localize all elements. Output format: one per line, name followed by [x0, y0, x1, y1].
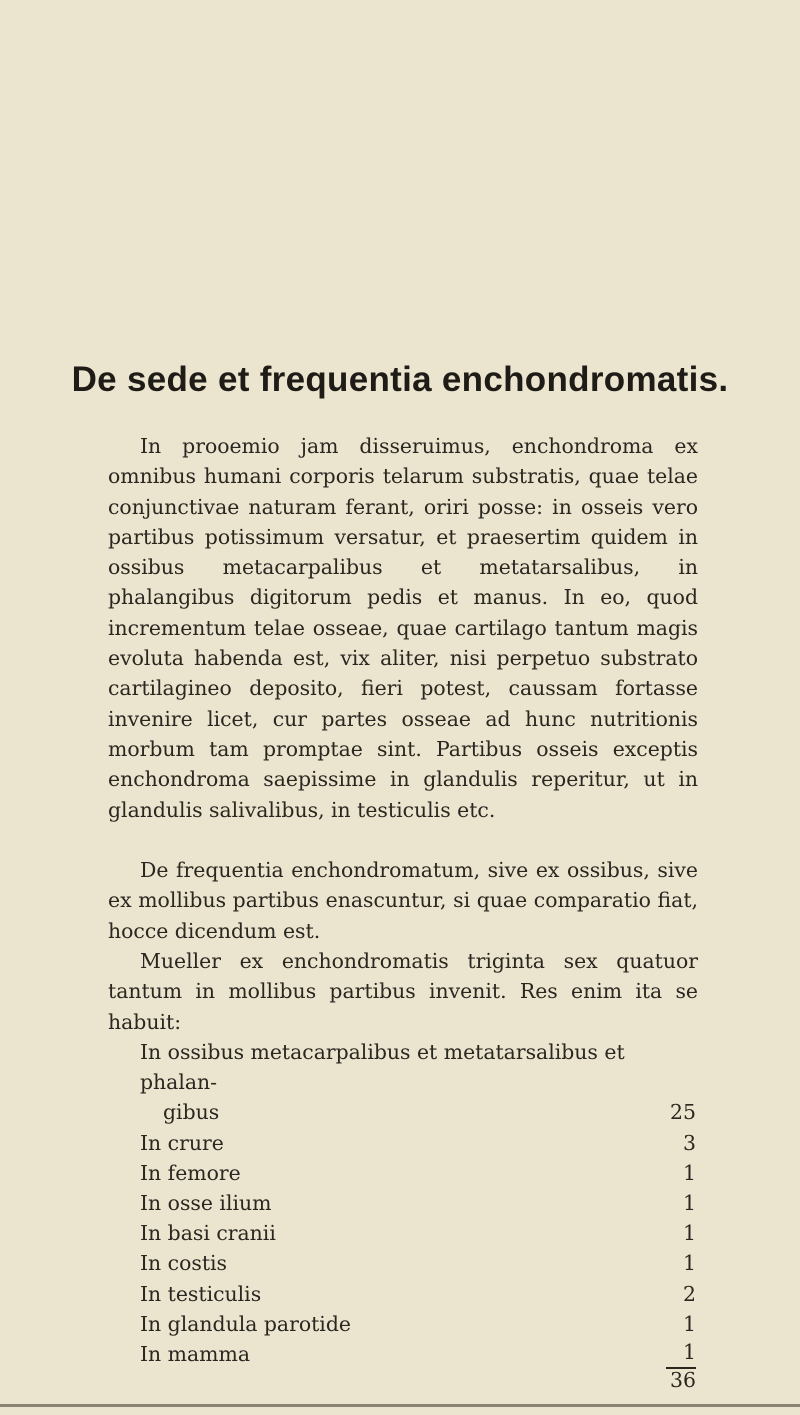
row-label: In ossibus metacarpalibus et metatarsalibus et phalan-	[140, 1040, 625, 1095]
row-label: In osse ilium	[140, 1191, 272, 1216]
row-count: 1	[683, 1221, 696, 1246]
table-row	[140, 1188, 696, 1218]
table-row	[140, 1158, 696, 1188]
table-row	[140, 1037, 696, 1097]
table-row	[140, 1248, 696, 1278]
row-count: 1	[683, 1160, 696, 1185]
page-edge-divider	[0, 1404, 800, 1407]
table-row	[140, 1218, 696, 1248]
row-label: In basi cranii	[140, 1221, 276, 1246]
paragraph-mueller: Mueller ex enchondromatis triginta sex quatuor tantum in mollibus partibus invenit. Res enim ita se habuit:	[108, 949, 698, 1034]
location-count-table	[140, 1037, 696, 1391]
paragraph-intro: In prooemio jam disseruimus, enchondroma ex omnibus humani corporis telarum substratis, quae telae conjunctivae naturam ferant, oriri posse: in osseis vero partibus potissimum versatur, et praesertim quidem in ossibus metacarpalibus et metatarsalibus, in phalangibus digitorum pedis et manus. In eo, quod incrementum telae osseae, quae cartilago tantum magis evoluta habenda est, vix aliter, nisi perpetuo substrato cartilagineo deposito, fieri potest, caussam fortasse invenire licet, cur partes osseae ad hunc nutritionis morbum tam promptae sint. Partibus osseis exceptis enchondroma saepissime in glandulis reperitur, ut in glandulis salivalibus, in testiculis etc.	[108, 434, 698, 822]
table-total-row	[140, 1369, 696, 1391]
table-row	[140, 1309, 696, 1339]
row-count: 25	[670, 1100, 696, 1125]
paragraph-frequency: De frequentia enchondromatum, sive ex ossibus, sive ex mollibus partibus enascuntur, si quae comparatio fiat, hocce dicendum est.	[108, 858, 698, 943]
row-label: gibus	[163, 1100, 220, 1125]
row-count: 3	[683, 1130, 696, 1155]
row-count: 1	[683, 1311, 696, 1336]
row-label: In glandula parotide	[140, 1311, 351, 1336]
row-label: In femore	[140, 1160, 241, 1185]
row-label: In costis	[140, 1251, 228, 1276]
row-count: 2	[683, 1281, 696, 1306]
table-row	[140, 1279, 696, 1309]
table-row	[140, 1097, 696, 1127]
page-title: De sede et frequentia enchondromatis.	[71, 360, 729, 399]
row-label: In mamma	[140, 1342, 250, 1367]
table-row	[140, 1339, 696, 1369]
row-label: In testiculis	[140, 1281, 262, 1306]
row-count: 1	[666, 1339, 696, 1369]
total-count: 36	[670, 1368, 696, 1393]
row-count: 1	[683, 1251, 696, 1276]
table-row	[140, 1128, 696, 1158]
row-count: 1	[683, 1191, 696, 1216]
row-label: In crure	[140, 1130, 224, 1155]
